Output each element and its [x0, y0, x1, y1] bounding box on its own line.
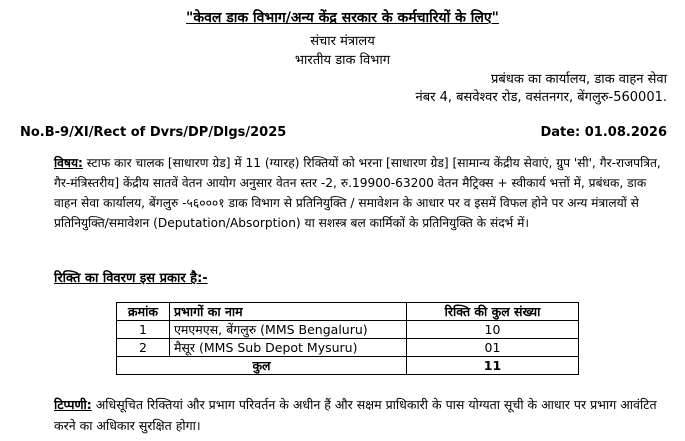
total-value: 11	[407, 357, 579, 375]
subject-text: स्टाफ कार चालक [साधारण ग्रेड] में 11 (ग्यारह) रिक्तियों को भरना [साधारण ग्रेड] [सामान्य केंद्रीय सेवाएं, ग्रुप 'सी', गैर-राजपत्रित, गैर-मंत्रिस्तरीय] केंद्रीय सातवें वेतन आयोग अनुसार वेतन स्तर -2, रु.19900-63200 वेतन मैट्रिक्स + स्वीकार्य भत्तों में, प्रबंधक, डाक वाहन सेवा कार्यालय, बेंगलुरु -५६०००१ डाक विभाग से प्रतिनियुक्ति / समावेशन के आधार पर व इसमें विफल होने पर अन्य मंत्रालयों से प्रतिनियुक्ति/समावेशन (Deputation/Absorption) या सशस्त्र बल कार्मिकों के प्रतिनियुक्ति के संदर्भ में।	[54, 156, 661, 230]
column-header-division: प्रभागों का नाम	[170, 303, 407, 321]
note-label: टिप्पणी:	[54, 397, 92, 412]
row-division: मैसूर (MMS Sub Depot Mysuru)	[170, 339, 407, 357]
notice-date: Date: 01.08.2026	[540, 125, 667, 140]
table-row	[117, 339, 579, 357]
table-total-row	[117, 357, 579, 375]
total-label: कुल	[117, 357, 407, 375]
table-row	[117, 321, 579, 339]
note-paragraph	[54, 394, 672, 436]
office-name: प्रबंधक का कार्यालय, डाक वाहन सेवा	[491, 72, 667, 87]
ministry-name: संचार मंत्रालय	[310, 34, 375, 49]
table-header-row	[117, 303, 579, 321]
row-division: एमएमएस, बेंगलुरु (MMS Bengaluru)	[170, 321, 407, 339]
row-sno: 1	[117, 321, 170, 339]
subject-label: विषय:	[54, 156, 83, 170]
notice-title: "केवल डाक विभाग/अन्य केंद्र सरकार के कर्मचारियों के लिए"	[186, 10, 499, 26]
office-address: नंबर 4, बसवेश्वर रोड, वसंतनगर, बेंगलुरु-560001.	[415, 90, 667, 105]
row-count: 01	[407, 339, 579, 357]
row-count: 10	[407, 321, 579, 339]
row-sno: 2	[117, 339, 170, 357]
column-header-vacancies: रिक्ति की कुल संख्या	[407, 303, 579, 321]
subject-paragraph	[54, 153, 666, 233]
department-name: भारतीय डाक विभाग	[294, 53, 391, 68]
vacancy-heading: रिक्ति का विवरण इस प्रकार है:-	[54, 271, 208, 286]
reference-number: No.B-9/XI/Rect of Dvrs/DP/Dlgs/2025	[20, 125, 287, 140]
note-text: अधिसूचित रिक्तियां और प्रभाग परिवर्तन के अधीन हैं और सक्षम प्राधिकारी के पास योग्यता सूची के आधार पर प्रभाग आवंटित करने का अधिकार सुरक्षित होगा।	[54, 397, 657, 433]
vacancy-table	[116, 302, 579, 375]
column-header-sno: क्रमांक	[117, 303, 170, 321]
